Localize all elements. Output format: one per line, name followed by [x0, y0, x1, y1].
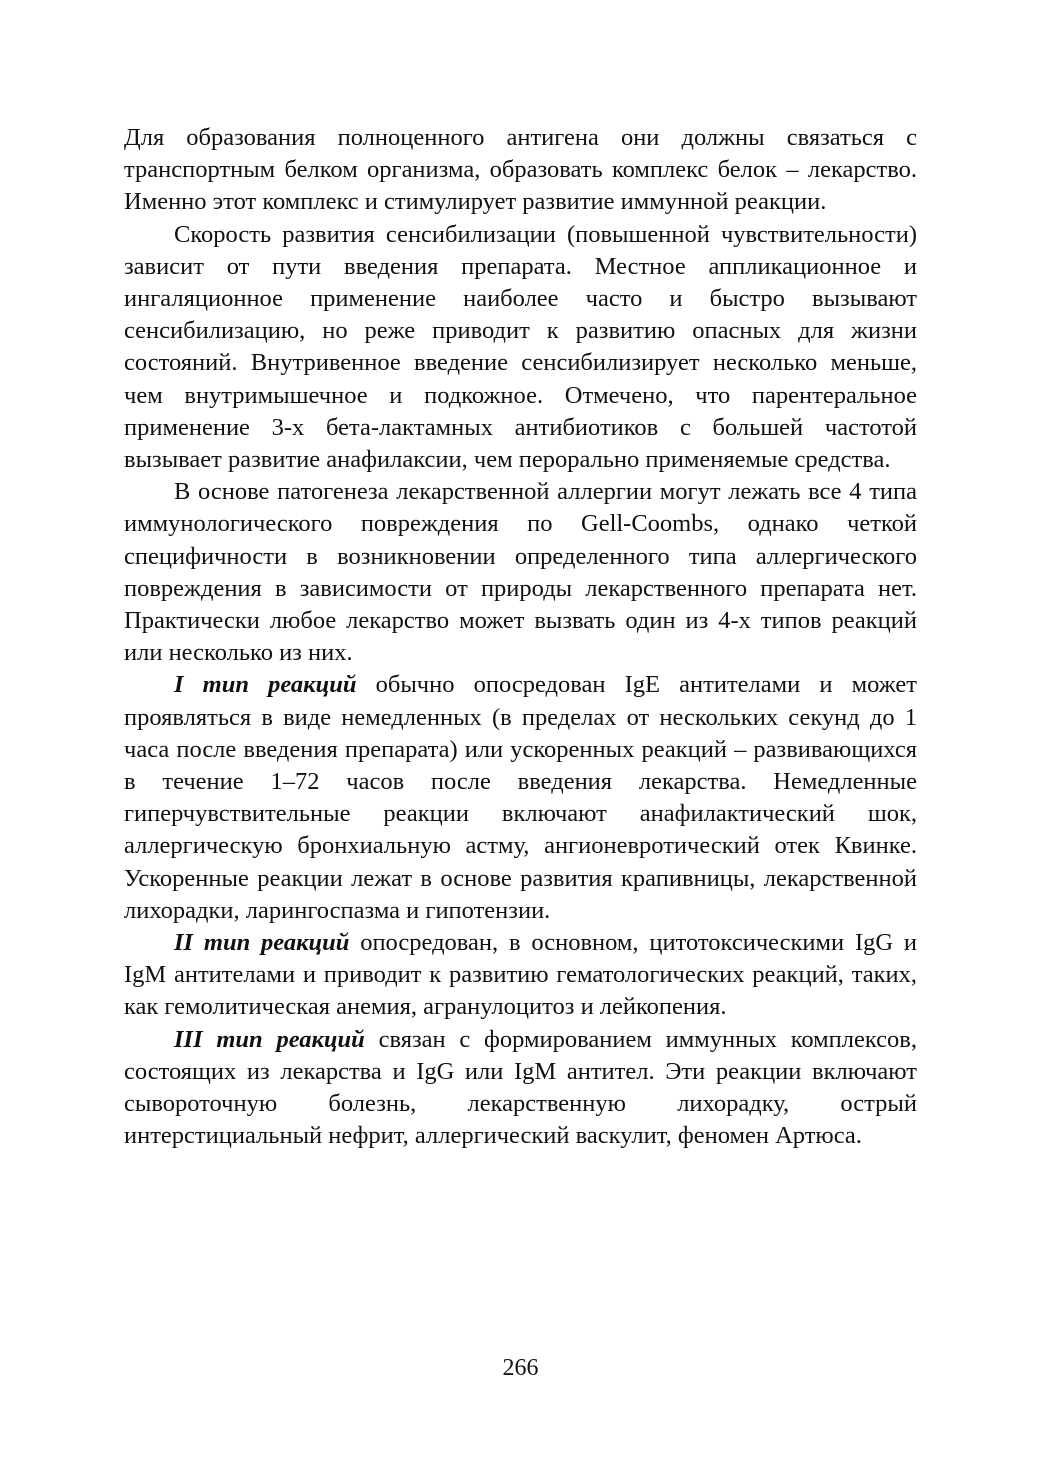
paragraph-text: опосредован, в основном, цитотоксическими IgG и IgM антителами и приводит к развитию гематологических реакций, таких, как гемолитическая анемия, агранулоцитоз и лейкопения. [124, 929, 917, 1021]
paragraph-lead-term: II тип реакций [174, 929, 350, 957]
paragraph-type-1 [124, 669, 917, 927]
paragraph-text: В основе патогенеза лекарственной аллергии могут лежать все 4 типа иммунологического повреждения по Gell-Coombs, однако четкой специфичности в возникновении определенного типа аллергического повреждения в зависимости от природы лекарственного препарата нет. Практически любое лекарство может вызвать один из 4-х типов реакций или несколько из них. [124, 478, 917, 667]
paragraph-text: Для образования полноценного антигена они должны связаться с транспортным белком организма, образовать комплекс белок – лекарство. Именно этот комплекс и стимулирует развитие иммунной реакции. [124, 124, 917, 216]
paragraph-lead-term: III тип реакций [174, 1025, 365, 1053]
paragraph-sensitization [124, 219, 917, 477]
paragraph-protein-complex [124, 122, 917, 219]
paragraph-text: связан с формированием иммунных комплексов, состоящих из лекарства и IgG или IgM антител. Эти реакции включают сывороточную болезнь, лекарственную лихорадку, острый интерстициальный нефрит, аллергический васкулит, феномен Артюса. [124, 1025, 917, 1150]
paragraph-type-2 [124, 927, 917, 1024]
paragraph-text: обычно опосредован IgE антителами и может проявляться в виде немедленных (в пределах от нескольких секунд до 1 часа после введения препарата) или ускоренных реакций – развивающихся в течение 1–72 часов после введения лекарства. Немедленные гиперчувствительные реакции включают анафилактический шок, аллергическую бронхиальную астму, ангионевротический отек Квинке. Ускоренные реакции лежат в основе развития крапивницы, лекарственной лихорадки, ларингоспазма и гипотензии. [124, 671, 917, 924]
paragraph-text: Скорость развития сенсибилизации (повышенной чувствительности) зависит от пути введения препарата. Местное аппликационное и ингаляционное применение наиболее часто и быстро вызывают сенсибилизацию, но реже приводит к развитию опасных для жизни состояний. Внутривенное введение сенсибилизирует несколько меньше, чем внутримышечное и подкожное. Отмечено, что парентеральное применение 3-х бета-лактамных антибиотиков с большей частотой вызывает развитие анафилаксии, чем перорально применяемые средства. [124, 220, 917, 474]
paragraph-pathogenesis [124, 476, 917, 669]
paragraph-lead-term: I тип реакций [174, 671, 357, 699]
page-body [124, 122, 917, 1153]
page-number: 266 [502, 1355, 539, 1381]
paragraph-type-3 [124, 1024, 917, 1153]
